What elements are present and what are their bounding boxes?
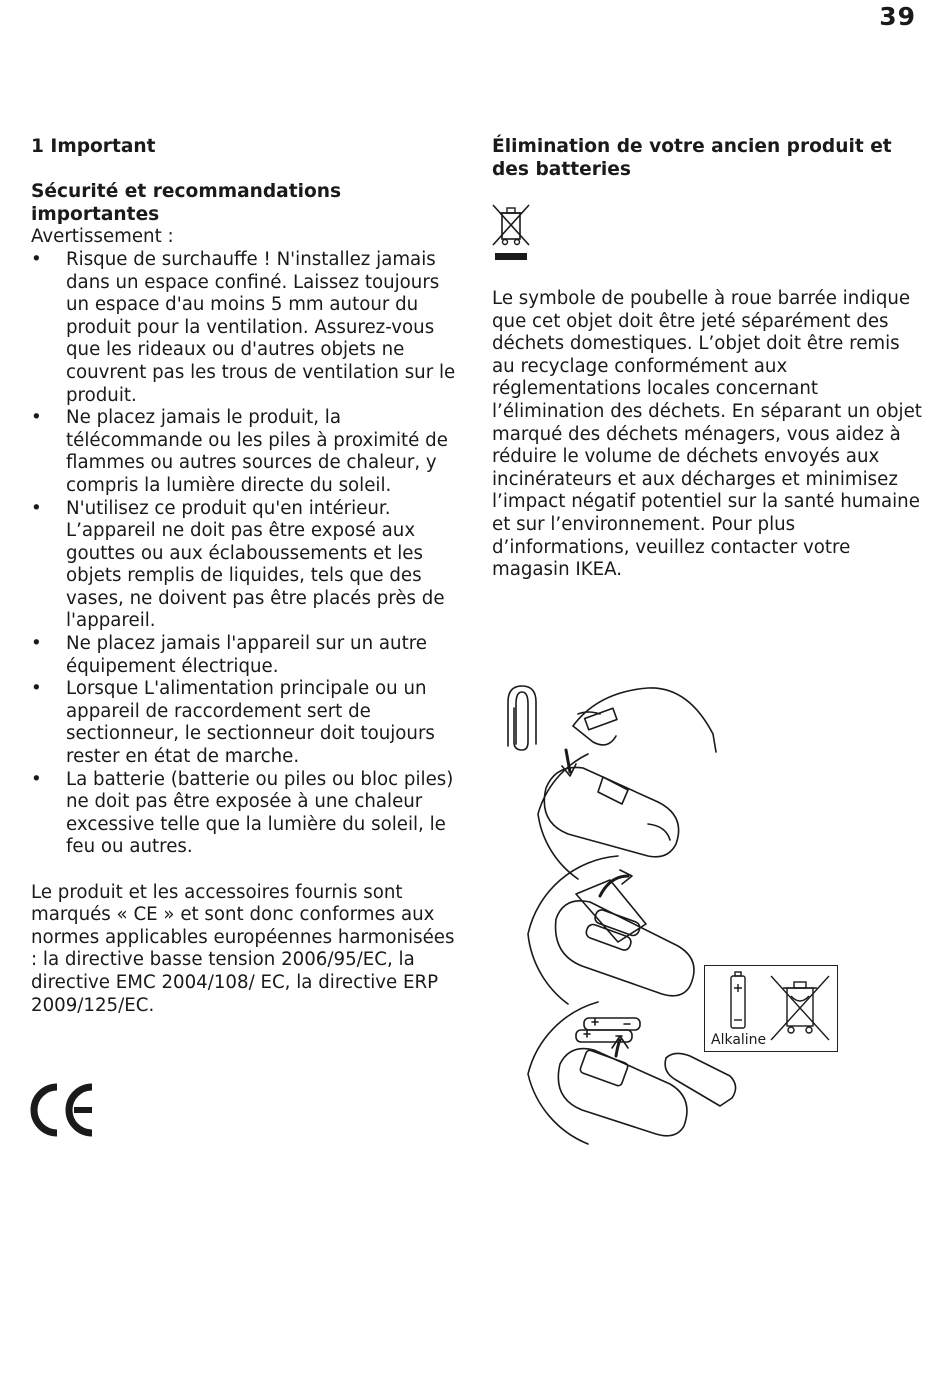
list-item: • Ne placez jamais le produit, la télécommande ou les piles à proximité de flammes ou autres sources de chaleur, y compris la lumière directe du soleil. <box>31 407 448 496</box>
page-number: 39 <box>879 2 916 31</box>
bullet-icon: • <box>31 768 42 790</box>
list-item: • Ne placez jamais l'appareil sur un autre équipement électrique. <box>31 633 427 677</box>
safety-list <box>31 249 461 859</box>
bullet-icon: • <box>31 678 42 700</box>
list-item: • La batterie (batterie ou piles ou bloc piles) ne doit pas être exposée à une chaleur excessive telle que la lumière du soleil, le feu ou autres. <box>31 768 454 858</box>
disposal-heading: Élimination de votre ancien produit et des batteries <box>492 136 892 180</box>
remote-battery-illustration <box>498 684 758 1159</box>
crossed-bin-icon <box>491 203 531 263</box>
alkaline-label: Alkaline <box>711 1032 767 1048</box>
bullet-icon: • <box>31 248 42 270</box>
bullet-icon: • <box>31 407 42 429</box>
bullet-icon: • <box>31 497 42 519</box>
chapter-title: 1 Important <box>31 136 156 157</box>
left-column <box>31 136 461 1017</box>
list-item: • N'utilisez ce produit qu'en intérieur. L’appareil ne doit pas être exposé aux gouttes ou aux éclaboussements et les objets remplis de liquides, tels que des vases, ne doivent pas être placés près de l'appareil. <box>31 497 445 632</box>
safety-heading: Sécurité et recommandations importantes <box>31 181 342 225</box>
battery-disposal-box <box>704 965 838 1052</box>
bullet-icon: • <box>31 633 42 655</box>
ce-mark-icon <box>30 1083 98 1137</box>
disposal-text-block <box>492 288 924 582</box>
list-item: • Lorsque L'alimentation principale ou un appareil de raccordement sert de sectionneur, le sectionneur doit toujours rester en état de marche. <box>31 678 435 768</box>
disposal-paragraph: Le symbole de poubelle à roue barrée indique que cet objet doit être jeté séparément des déchets domestiques. L’objet doit être remis au recyclage conformément aux réglementations locales concernant l’élimination des déchets. En séparant un objet marqué des déchets ménagers, vous aidez à réduire le volume de déchets envoyés aux incinérateurs et aux décharges et minimisez l’impact négatif potentiel sur la santé humaine et sur l’environnement. Pour plus d’informations, veuillez contacter votre magasin IKEA. <box>492 288 922 581</box>
warning-label: Avertissement : <box>31 226 174 248</box>
list-item: • Risque de surchauffe ! N'installez jamais dans un espace confiné. Laissez toujours un espace d'au moins 5 mm autour du produit pour la ventilation. Assurez-vous que les rideaux ou d'autres objets ne couvrent pas les trous de ventilation sur le produit. <box>31 248 456 406</box>
ce-paragraph: Le produit et les accessoires fournis sont marqués « CE » et sont donc conformes aux normes applicables européennes harmonisées : la directive basse tension 2006/95/EC, la directive EMC 2004/108/ EC, la directive ERP 2009/125/EC. <box>31 881 455 1016</box>
right-column <box>492 136 922 181</box>
